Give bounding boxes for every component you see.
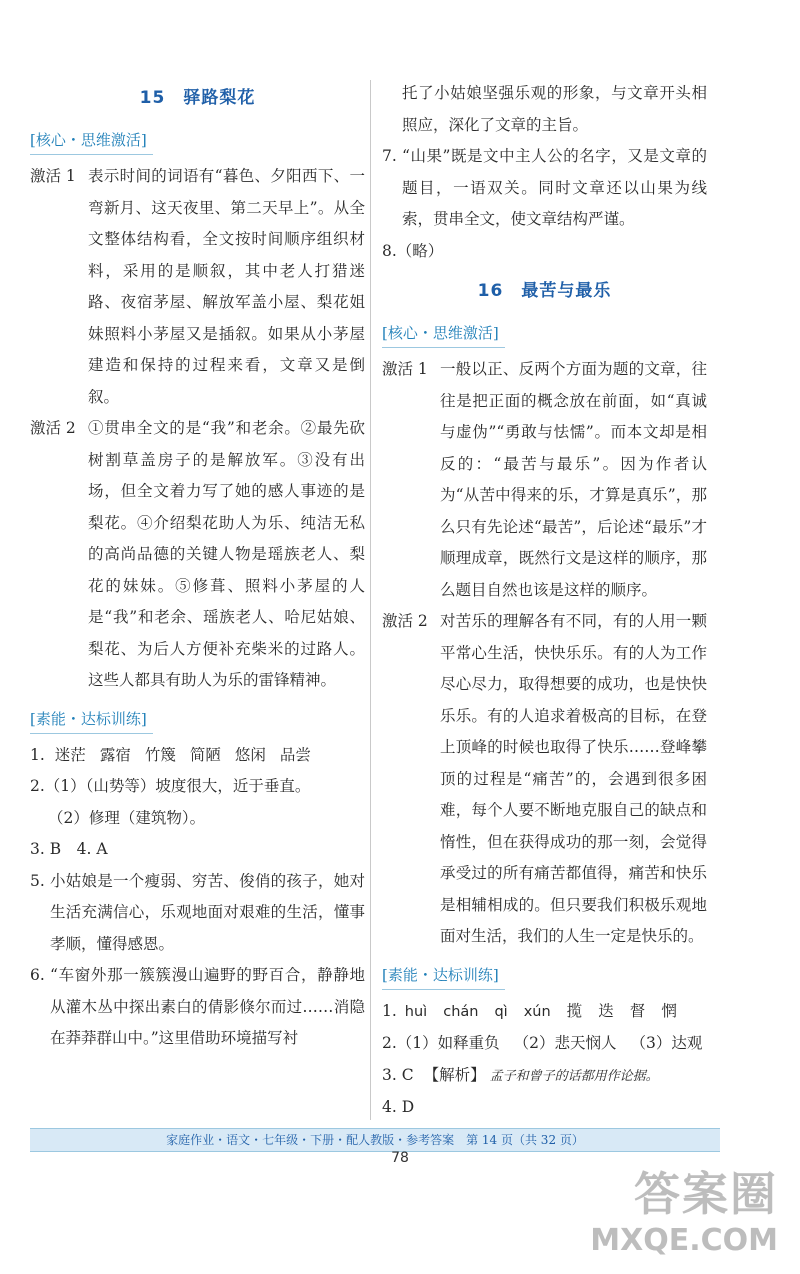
entry-label: 激活 1 — [30, 167, 76, 185]
page-number: 78 — [391, 1150, 409, 1166]
activation-1 — [382, 354, 707, 606]
character: 迭 — [598, 1001, 614, 1020]
question-6-continued — [382, 78, 707, 141]
section-core-activation: [核心・思维激活] — [30, 126, 153, 155]
question-2 — [382, 1028, 707, 1060]
question-4: 4. D — [382, 1098, 415, 1116]
lesson-16-title: 16 最苦与最乐 — [477, 281, 612, 301]
entry-label: 激活 2 — [30, 419, 76, 437]
answer-item: （2）悲天悯人 — [513, 1034, 617, 1052]
question-8: 8.（略） — [382, 241, 444, 260]
pinyin: chán — [443, 1003, 479, 1020]
section-skills-training: [素能・达标训练] — [30, 705, 153, 734]
entry-text: ①贯串全文的是“我”和老余。②最先砍树割草盖房子的是解放军。③没有出场，但全文着力写了她的感人事迹的是梨花。④介绍梨花助人为乐、纯洁无私的高尚品德的关键人物是瑶族老人、梨花的妹妹。⑤修葺、照料小茅屋的人是“我”和老余、瑶族老人、哈尼姑娘、梨花、为后人方便补充柴米的过路人。这些人都具有助人为乐的雷锋精神。 — [88, 419, 365, 689]
question-1 — [30, 740, 365, 772]
question-2-line-1: 2.（1）（山势等）坡度很大，近于垂直。 — [30, 777, 311, 795]
question-7 — [382, 141, 707, 236]
watermark-logo — [578, 1165, 778, 1270]
entry-label: 5. — [30, 871, 45, 890]
analysis-text: 孟子和曾子的话都用作论据。 — [489, 1068, 659, 1084]
pinyin: xún — [523, 1003, 551, 1020]
entry-text: 一般以正、反两个方面为题的文章，往往是把正面的概念放在前面，如“真诚与虚伪”“勇敢与怯懦”。而本文却是相反的：“最苦与最乐”。因为作者认为“从苦中得来的乐，才算是真乐”，那么只有先论述“最苦”，后论述“最乐”才顺理成章，既然行文是这样的顺序，那么题目自然也该是这样的顺序。 — [440, 360, 707, 599]
lesson-15-title: 15 驿路梨花 — [139, 88, 256, 108]
question-5 — [30, 866, 365, 961]
entry-text: 小姑娘是一个瘦弱、穷苦、俊俏的孩子，她对生活充满信心，乐观地面对艰难的生活，懂事孝顺，懂得感恩。 — [50, 871, 365, 953]
word: 竹篾 — [144, 745, 176, 764]
question-6 — [30, 960, 365, 1055]
character: 惘 — [661, 1001, 677, 1020]
word: 悠闲 — [234, 745, 266, 764]
question-3 — [382, 1060, 707, 1093]
entry-label: 激活 2 — [382, 612, 428, 630]
character: 揽 — [566, 1001, 583, 1020]
question-3-4: 3. B 4. A — [30, 840, 108, 858]
entry-text: 托了小姑娘坚强乐观的形象，与文章开头相照应，深化了文章的主旨。 — [402, 84, 707, 134]
section-skills-training: [素能・达标训练] — [382, 961, 505, 990]
word: 品尝 — [279, 745, 311, 764]
activation-2 — [30, 413, 365, 697]
left-column — [30, 78, 365, 1055]
pinyin: huì — [404, 1003, 428, 1020]
question-answer: 3. C — [382, 1065, 414, 1084]
answer-item: （1）如释重负 — [396, 1034, 500, 1052]
question-2-line-2: （2）修理（建筑物）。 — [48, 808, 206, 827]
answer-item: （3）达观 — [630, 1034, 703, 1052]
right-column — [382, 78, 707, 1124]
activation-1 — [30, 161, 365, 413]
question-label: 2. — [382, 1034, 397, 1052]
question-1 — [382, 996, 707, 1029]
pinyin: qì — [494, 1003, 508, 1020]
footer-banner: 家庭作业・语文・七年级・下册・配人教版・参考答案 第 14 页（共 32 页） — [30, 1128, 720, 1152]
entry-label: 7. — [382, 147, 397, 165]
entry-text: “车窗外那一簇簇漫山遍野的野百合，静静地从灌木丛中探出素白的倩影倏尔而过……消隐在莽莽群山中。”这里借助环境描写衬 — [50, 966, 365, 1047]
word: 露宿 — [99, 745, 131, 764]
character: 督 — [629, 1001, 646, 1020]
watermark-logo-text: 答案圈 — [634, 1167, 778, 1221]
column-divider — [370, 80, 371, 1120]
watermark-url: MXQE.COM — [590, 1223, 778, 1258]
entry-label: 6. — [30, 966, 45, 984]
analysis-tag: 【解析】 — [423, 1065, 486, 1084]
section-core-activation: [核心・思维激活] — [382, 319, 505, 348]
entry-text: 对苦乐的理解各有不同，有的人用一颗平常心生活，快快乐乐。有的人为工作尽心尽力，取得想要的成功，也是快快乐乐。有的人追求着极高的目标，在登上顶峰的时候也取得了快乐……登峰攀顶的过程是“痛苦”的，会遇到很多困难，每个人要不断地克服自己的缺点和惰性，但在获得成功的那一刻，会觉得承受过的所有痛苦都值得，痛苦和快乐是相辅相成的。但只要我们积极乐观地面对生活，我们的人生一定是快乐的。 — [440, 612, 707, 945]
entry-text: 表示时间的词语有“暮色、夕阳西下、一弯新月、这天夜里、第二天早上”。从全文整体结构看，全文按时间顺序组织材料，采用的是顺叙，其中老人打猎迷路、夜宿茅屋、解放军盖小屋、梨花姐妹照料小茅屋又是插叙。如果从小茅屋建造和保持的过程来看，文章又是倒叙。 — [88, 167, 365, 406]
word: 简陋 — [189, 745, 221, 764]
entry-text: “山果”既是文中主人公的名字，又是文章的题目，一语双关。同时文章还以山果为线索，贯串全文，使文章结构严谨。 — [402, 147, 707, 228]
word: 迷茫 — [54, 745, 86, 764]
question-label: 1. — [30, 745, 45, 764]
activation-2 — [382, 606, 707, 953]
question-label: 1. — [382, 1001, 397, 1020]
entry-label: 激活 1 — [382, 360, 428, 378]
